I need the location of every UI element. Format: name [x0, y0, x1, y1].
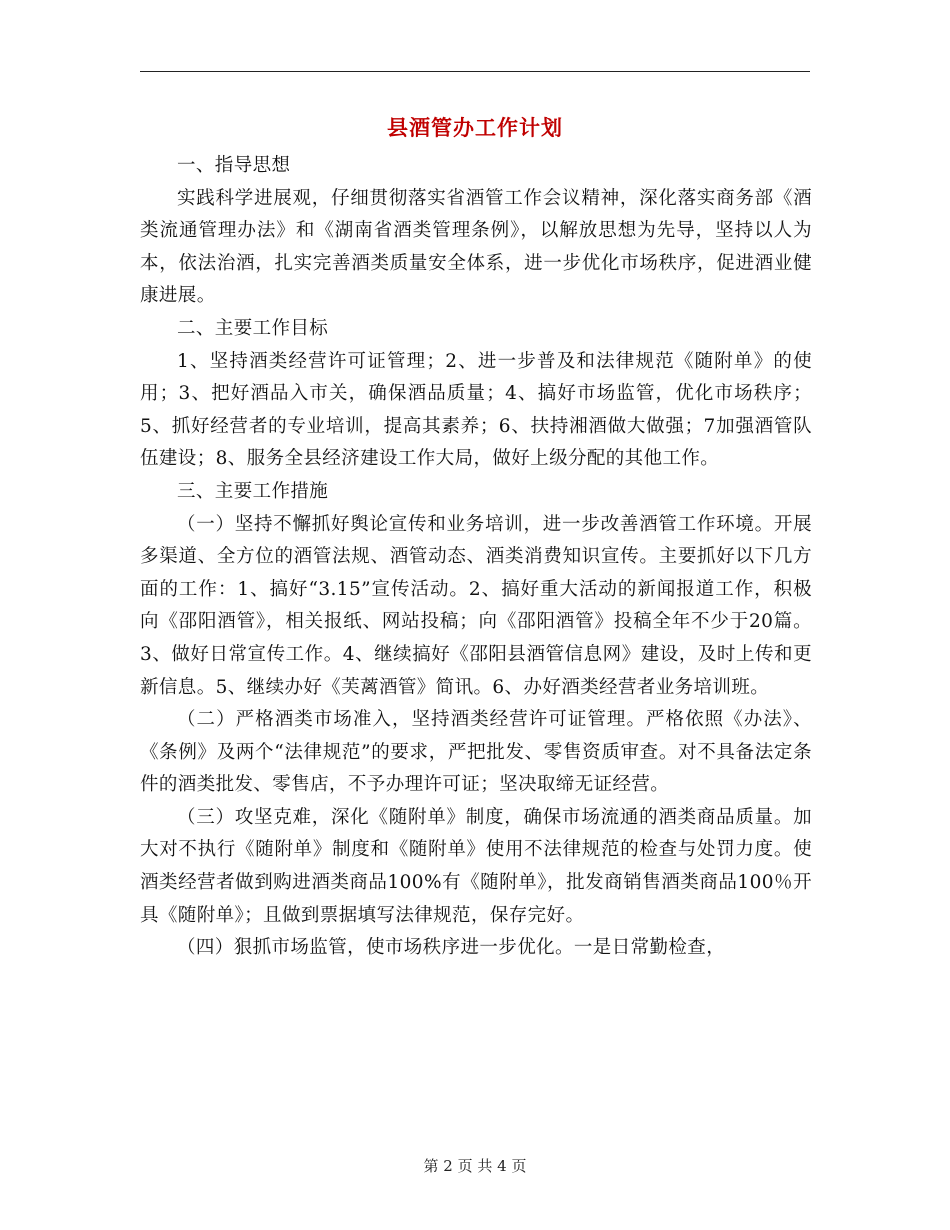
page-title: 县酒管办工作计划	[387, 115, 563, 140]
paragraph: 1、坚持酒类经营许可证管理；2、进一步普及和法律规范《随附单》的使用；3、把好酒品入市关，确保酒品质量；4、搞好市场监管，优化市场秩序；5、抓好经营者的专业培训，提高其素养；6、扶持湘酒做大做强；7加强酒管队伍建设；8、服务全县经济建设工作大局，做好上级分配的其他工作。	[140, 350, 812, 470]
page-number: 第 2 页 共 4 页	[423, 1157, 527, 1175]
section-heading: 三、主要工作措施	[177, 480, 329, 502]
paragraph: （一）坚持不懈抓好舆论宣传和业务培训，进一步改善酒管工作环境。开展多渠道、全方位的酒管法规、酒管动态、酒类消费知识宣传。主要抓好以下几方面的工作：1、搞好“3.15”宣传活动。2、搞好重大活动的新闻报道工作，积极向《邵阳酒管》，相关报纸、网站投稿；向《邵阳酒管》投稿全年不少于20篇。3、做好日常宣传工作。4、继续搞好《邵阳县酒管信息网》建设，及时上传和更新信息。5、继续办好《芙蓠酒管》简讯。6、办好酒类经营者业务培训班。	[140, 513, 812, 698]
header-rule	[140, 71, 810, 72]
section-heading: 二、主要工作目标	[177, 317, 329, 339]
paragraph: （二）严格酒类市场准入，坚持酒类经营许可证管理。严格依照《办法》、《条例》及两个“法律规范”的要求，严把批发、零售资质审查。对不具备法定条件的酒类批发、零售店，不予办理许可证；坚决取缔无证经营。	[140, 709, 812, 796]
paragraph: 实践科学进展观，仔细贯彻落实省酒管工作会议精神，深化落实商务部《酒类流通管理办法》和《湖南省酒类管理条例》，以解放思想为先导，坚持以人为本，依法治酒，扎实完善酒类质量安全体系，进一步优化市场秩序，促进酒业健康进展。	[140, 187, 812, 307]
document-body	[140, 150, 812, 965]
paragraph: （四）狠抓市场监管，使市场秩序进一步优化。一是日常勤检查，	[177, 937, 726, 959]
paragraph: （三）攻坚克难，深化《随附单》制度，确保市场流通的酒类商品质量。加大对不执行《随附单》制度和《随附单》使用不法律规范的检查与处罚力度。使酒类经营者做到购进酒类商品100%有《随附单》，批发商销售酒类商品100％开具《随附单》；且做到票据填写法律规范，保存完好。	[140, 806, 812, 926]
section-heading: 一、指导思想	[177, 155, 291, 176]
